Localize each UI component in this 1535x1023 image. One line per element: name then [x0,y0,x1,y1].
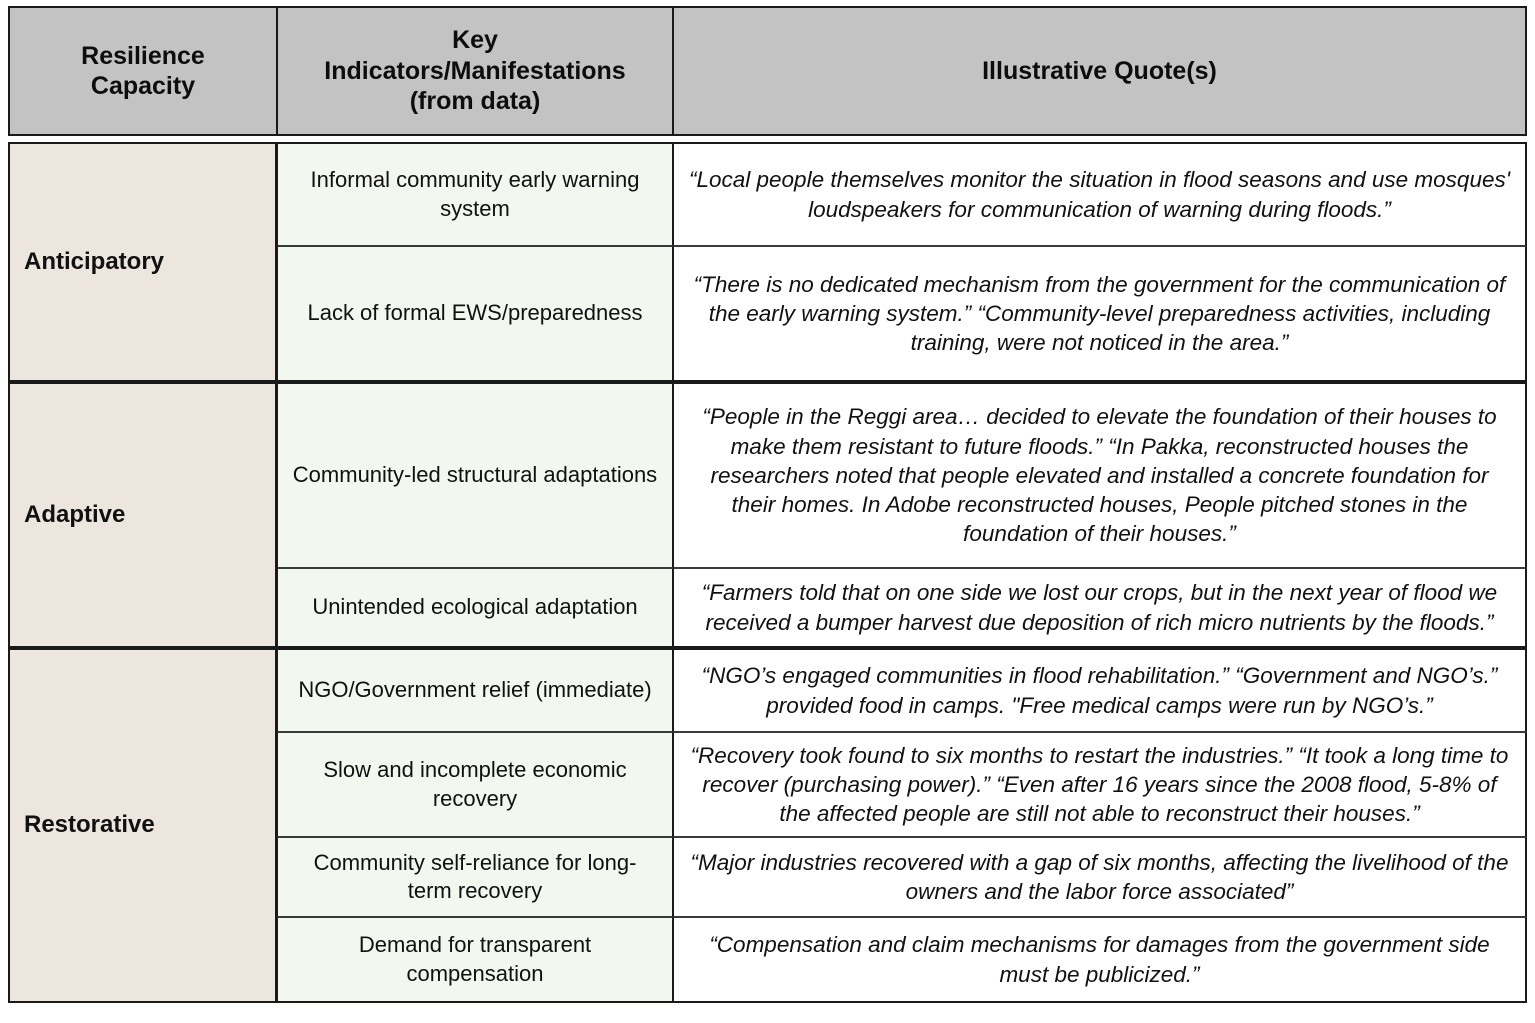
resilience-table-container [8,6,1527,1017]
capacity-label-restorative: Restorative [8,648,277,1003]
indicator-cell: Slow and incomplete economic recovery [277,732,673,837]
table-row [8,142,1527,246]
quote-cell: “Major industries recovered with a gap of six months, affecting the livelihood of the owners and the labor force associated” [673,837,1527,917]
indicator-cell: Demand for transparent compensation [277,917,673,1003]
indicator-cell: Lack of formal EWS/preparedness [277,246,673,382]
table-row [8,382,1527,568]
quote-cell: “Recovery took found to six months to restart the industries.” “It took a long time to recover (purchasing power).” “Even after 16 years since the 2008 flood, 5-8% of the affected people are still not able to reconstruct their houses.” [673,732,1527,837]
indicator-cell: Unintended ecological adaptation [277,568,673,648]
column-header-resilience-capacity [8,6,277,136]
header-line-1: Resilience [81,41,205,70]
capacity-label-adaptive: Adaptive [8,382,277,648]
resilience-capacity-table [8,6,1527,1003]
quote-cell: “Farmers told that on one side we lost our crops, but in the next year of flood we received a bumper harvest due deposition of rich micro nutrients by the floods.” [673,568,1527,648]
header-line-2: Indicators/Manifestations [324,56,626,85]
quote-cell: “NGO’s engaged communities in flood rehabilitation.” “Government and NGO’s.” provided food in camps. "Free medical camps were run by NGO’s.” [673,648,1527,732]
column-header-illustrative-quotes [673,6,1527,136]
indicator-cell: Community-led structural adaptations [277,382,673,568]
table-body [8,136,1527,1003]
header-line-1: Key [452,26,498,55]
quote-cell: “People in the Reggi area… decided to elevate the foundation of their houses to make them resistant to future floods.” “In Pakka, reconstructed houses the researchers noted that people elevated and installed a concrete foundation for their homes. In Adobe reconstructed houses, People pitched stones in the foundation of their houses.” [673,382,1527,568]
indicator-cell: NGO/Government relief (immediate) [277,648,673,732]
quote-cell: “Local people themselves monitor the situation in flood seasons and use mosques' loudspeakers for communication of warning during floods.” [673,142,1527,246]
indicator-cell: Community self-reliance for long-term recovery [277,837,673,917]
table-header [8,6,1527,136]
quote-cell: “Compensation and claim mechanisms for damages from the government side must be publicized.” [673,917,1527,1003]
indicator-cell: Informal community early warning system [277,142,673,246]
table-row [8,648,1527,732]
header-row [8,6,1527,136]
capacity-label-anticipatory: Anticipatory [8,142,277,382]
header-label: Illustrative Quote(s) [982,56,1217,85]
column-header-key-indicators [277,6,673,136]
header-line-3: (from data) [409,87,541,116]
quote-cell: “There is no dedicated mechanism from the government for the communication of the early warning system.” “Community-level preparedness activities, including training, were not noticed in the area.” [673,246,1527,382]
header-line-2: Capacity [90,72,196,100]
